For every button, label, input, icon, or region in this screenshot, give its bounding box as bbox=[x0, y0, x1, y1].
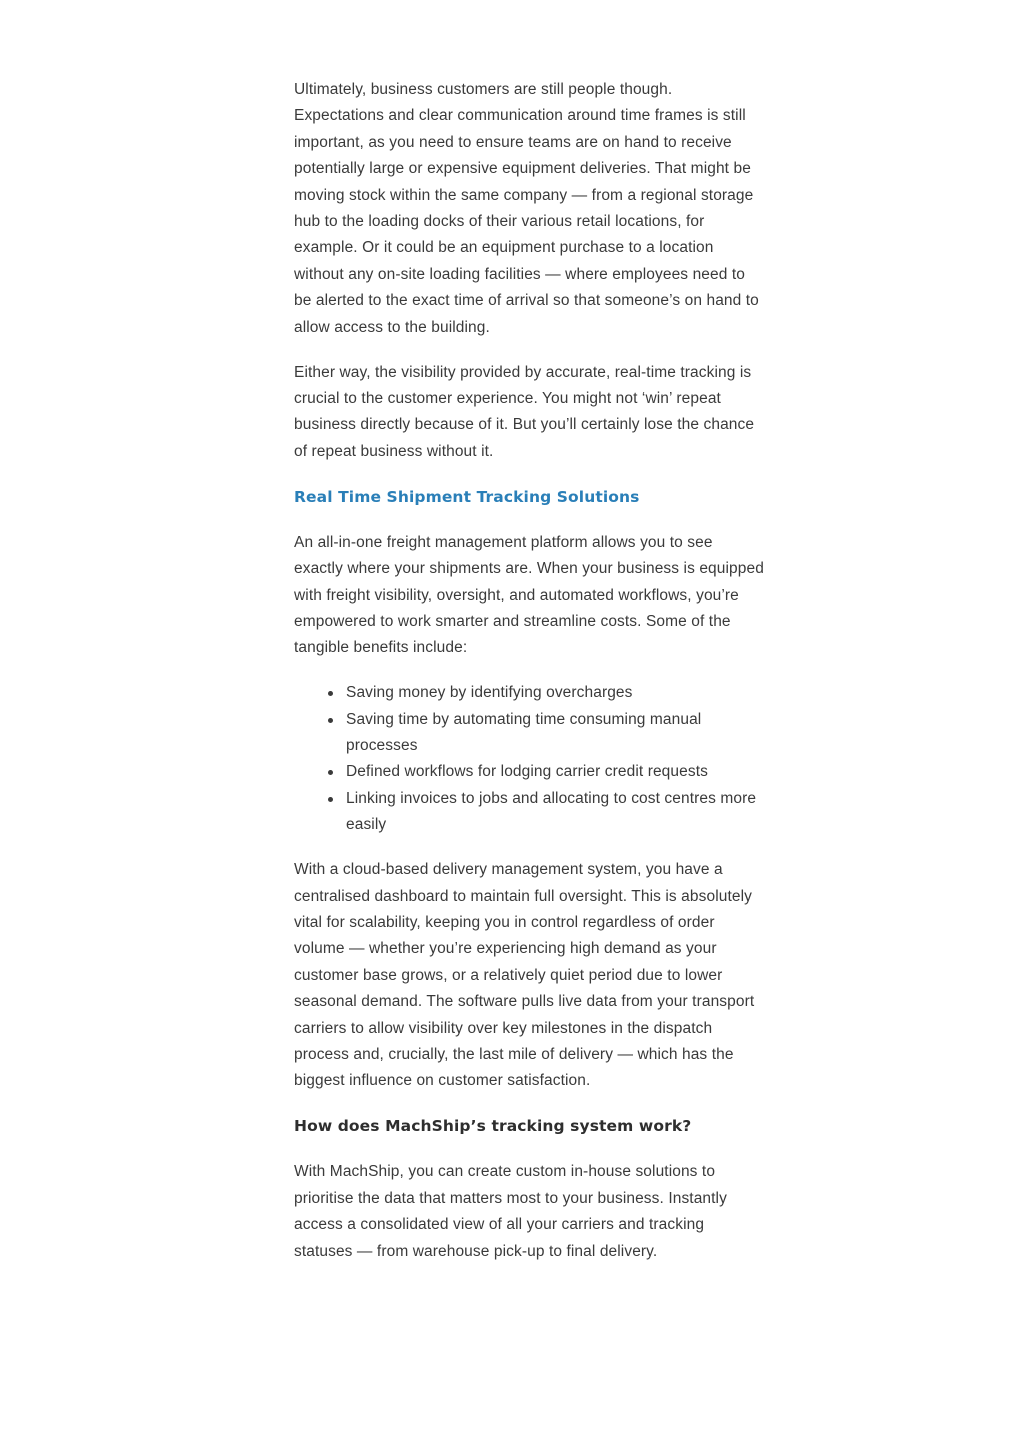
list-item: Saving time by automating time consuming manual processes bbox=[346, 707, 764, 760]
article-body bbox=[294, 77, 764, 1283]
paragraph-visibility: Either way, the visibility provided by accurate, real-time tracking is crucial to the customer experience. You might not ‘win’ repeat business directly because of it. But you’ll certainly lose the chance of repeat business without it. bbox=[294, 363, 755, 460]
paragraph-business-customers: Ultimately, business customers are still people though. Expectations and clear communication around time frames is still important, as you need to ensure teams are on hand to receive potentially large or expensive equipment deliveries. That might be moving stock within the same company — from a regional storage hub to the loading docks of their various retail locations, for example. Or it could be an equipment purchase to a location without any on-site loading facilities — where employees need to be alerted to the exact time of arrival so that someone’s on hand to allow access to the building. bbox=[294, 81, 759, 336]
list-item: Linking invoices to jobs and allocating to cost centres more easily bbox=[346, 786, 764, 839]
paragraph-freight-platform: An all-in-one freight management platform allows you to see exactly where your shipments are. When your business is equipped with freight visibility, oversight, and automated workflows, you’re empowered to work smarter and streamline costs. Some of the tangible benefits include: bbox=[294, 533, 764, 657]
heading-machship-tracking: How does MachShip’s tracking system work? bbox=[294, 1117, 692, 1136]
list-item: Defined workflows for lodging carrier credit requests bbox=[346, 759, 764, 785]
benefits-list bbox=[294, 680, 764, 838]
paragraph-machship: With MachShip, you can create custom in-house solutions to prioritise the data that matters most to your business. Instantly access a consolidated view of all your carriers and tracking statuses — from warehouse pick-up to final delivery. bbox=[294, 1163, 727, 1260]
list-item: Saving money by identifying overcharges bbox=[346, 680, 764, 706]
heading-tracking-solutions: Real Time Shipment Tracking Solutions bbox=[294, 487, 640, 506]
paragraph-cloud-system: With a cloud-based delivery management system, you have a centralised dashboard to maintain full oversight. This is absolutely vital for scalability, keeping you in control regardless of order volume — whether you’re experiencing high demand as your customer base grows, or a relatively quiet period due to lower seasonal demand. The software pulls live data from your transport carriers to allow visibility over key milestones in the dispatch process and, crucially, the last mile of delivery — which has the biggest influence on customer satisfaction. bbox=[294, 861, 755, 1090]
